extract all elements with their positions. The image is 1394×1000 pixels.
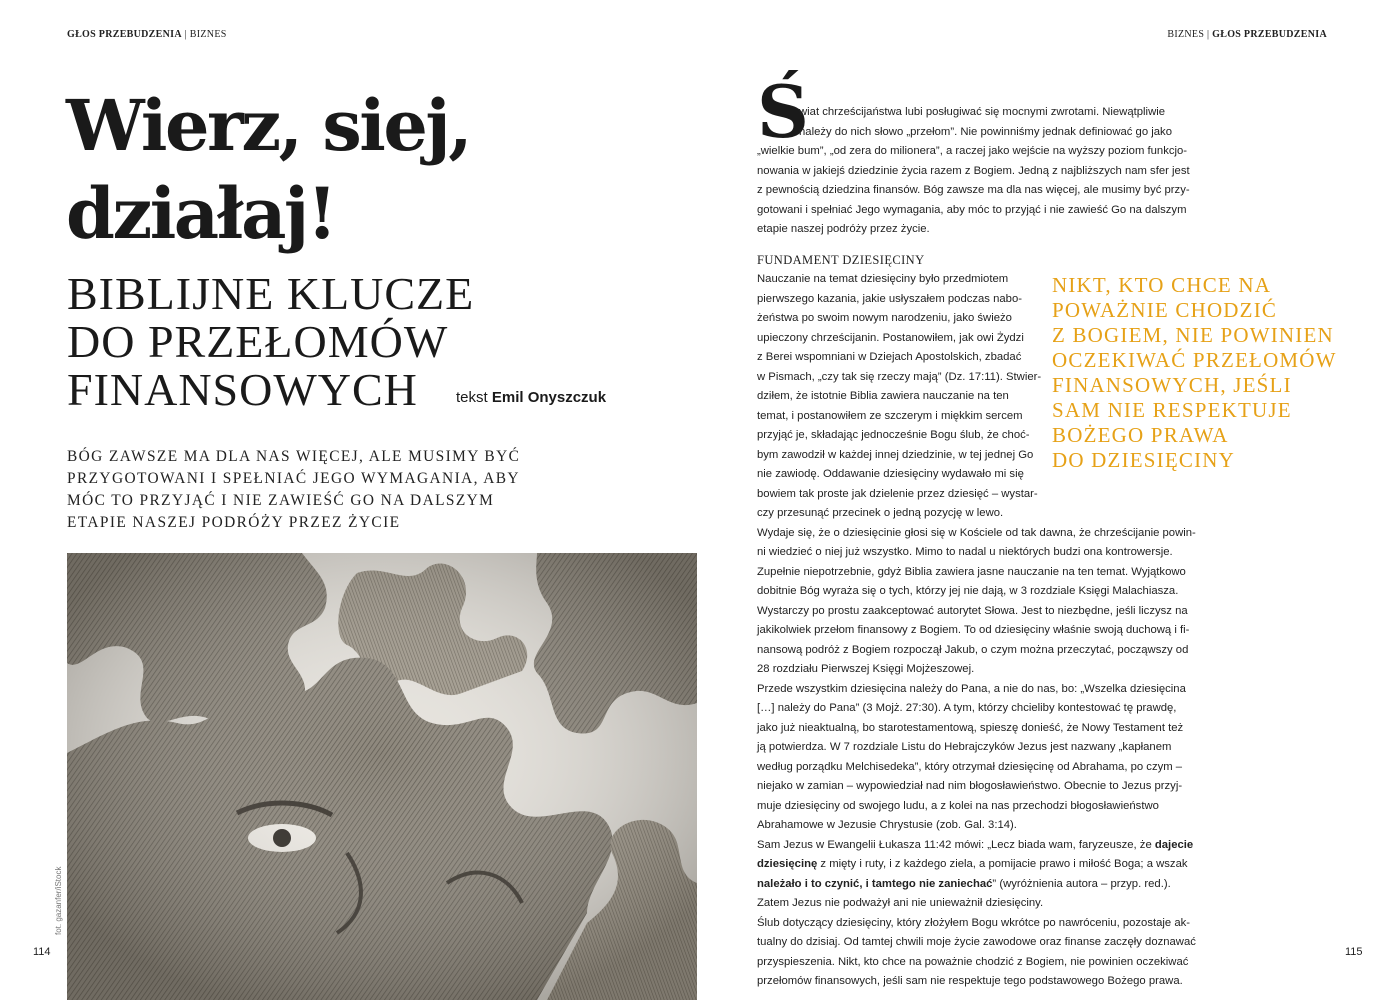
body-line: Zatem Jezus nie podważył ani nie unieważnił dziesięciny. xyxy=(757,897,1044,909)
drop-cap: Ś xyxy=(757,69,809,154)
body-line: Zupełnie niepotrzebnie, gdyż Biblia zawiera jasne nauczanie na ten temat. Wyjątkowo xyxy=(757,565,1186,578)
body-line: według porządku Melchisedeka”, który otrzymał dziesięcinę od Abrahama, po czym – xyxy=(757,760,1183,773)
intro-line: etapie naszej podróży przez życie. xyxy=(757,223,930,235)
body-line: upieczony chrześcijanin. Postanowiłem, jak owi Żydzi xyxy=(757,331,1024,344)
body-line: nansową podróż z Bogiem rozpoczął Jakub, o czym można przeczytać, począwszy od xyxy=(757,643,1189,656)
body-line: Ślub dotyczący dziesięciny, który złożyłem Bogu wkrótce po nawróceniu, pozostaje ak- xyxy=(757,916,1191,929)
pull-quote xyxy=(1052,273,1337,473)
article-subtitle xyxy=(67,270,474,414)
body-line xyxy=(757,836,1194,856)
body-line: muje dziesięciny od swojego ludu, a z kolei na nas przechodzi błogosławieństwo xyxy=(757,799,1159,812)
body-line: przyjąć je, składając jednocześnie Bogu ślub, że choć- xyxy=(757,429,1030,441)
separator: | xyxy=(184,29,187,40)
body-line: Wystarczy po prostu zaakceptować autorytet Słowa. Jest to niezbędne, jeśli liczysz na xyxy=(757,604,1188,617)
emphasis: dziesięcinę xyxy=(757,858,818,870)
body-line: Przede wszystkim dziesięcina należy do Pana, a nie do nas, bo: „Wszelka dziesięcina xyxy=(757,682,1186,695)
article-title xyxy=(66,82,470,258)
body-line: Abrahamowe w Jezusie Chrystusie (zob. Gal. 3:14). xyxy=(757,819,1017,831)
separator: | xyxy=(1207,29,1210,40)
body-line: czy przesunąć przecinek o jedną pozycję w lewo. xyxy=(757,507,1004,519)
body-line: przyspieszenia. Nikt, kto chce na poważnie chodzić z Bogiem, nie powinien oczekiwać xyxy=(757,955,1189,968)
body-line: bym zawodził w każdej innej dziedzinie, w tej jednej Go xyxy=(757,448,1034,461)
running-head-right xyxy=(1167,29,1327,40)
byline-prefix: tekst xyxy=(456,389,488,406)
body-line: dziłem, że istotnie Biblia zawiera nauczanie na ten xyxy=(757,390,1009,402)
quote-text: Sam Jezus w Ewangelii Łukasza 11:42 mówi: „Lecz biada wam, faryzeusze, że xyxy=(757,838,1155,851)
pull-quote-line: SAM NIE RESPEKTUJE xyxy=(1052,398,1292,422)
lead-paragraph xyxy=(67,446,547,534)
intro-line: z pewnością dziedzina finansów. Bóg zawsze ma dla nas więcej, ale musimy być przy- xyxy=(757,184,1190,196)
title-line: działaj! xyxy=(66,172,335,255)
publication-name: GŁOS PRZEBUDZENIA xyxy=(67,29,182,40)
quote-text: z mięty i ruty, i z każdego ziela, a pomijacie prawo i miłość Boga; a wszak xyxy=(817,858,1188,870)
body-line: ni wiedzieć o niej już wszystko. Mimo to nadal u niektórych budzi ona kontrowersje. xyxy=(757,546,1173,558)
body-line: żeństwa po swoim nowym narodzeniu, jako świeżo xyxy=(757,312,1012,324)
section-heading: FUNDAMENT DZIESIĘCINY xyxy=(757,253,925,267)
intro-line: należy do nich słowo „przełom”. Nie powinniśmy jednak definiować go jako xyxy=(799,125,1172,138)
photo-illustration xyxy=(67,553,697,1000)
body-line: Nauczanie na temat dziesięciny było przedmiotem xyxy=(757,273,1009,285)
pull-quote-line: Z BOGIEM, NIE POWINIEN xyxy=(1052,323,1334,347)
photo-credit: fot. gazanfer/iStock xyxy=(54,866,63,935)
lead-line: ETAPIE NASZEJ PODRÓŻY PRZEZ ŻYCIE xyxy=(67,514,401,531)
pull-quote-line: NIKT, KTO CHCE NA xyxy=(1052,273,1272,297)
pull-quote-line: POWAŻNIE CHODZIĆ xyxy=(1052,298,1278,322)
pull-quote-line: DO DZIESIĘCINY xyxy=(1052,448,1236,472)
body-line: w Pismach, „czy tak się rzeczy mają” (Dz. 17:11). Stwier- xyxy=(757,370,1042,383)
subtitle-line: DO PRZEŁOMÓW xyxy=(67,316,449,367)
page-number-left: 114 xyxy=(33,946,51,958)
body-line: pierwszego kazania, jakie usłyszałem podczas nabo- xyxy=(757,292,1022,305)
intro-line: „wielkie bum”, „od zera do milionera”, a raczej jako wejście na wyższy poziom funkcjo- xyxy=(757,145,1188,157)
body-line: z Berei wspomniani w Dziejach Apostolskich, zbadać xyxy=(757,351,1022,363)
intro-line: gotowani i spełniać Jego wymagania, aby móc to przyjąć i nie zawieść Go na dalszym xyxy=(757,203,1187,216)
running-head-left xyxy=(67,29,227,40)
page-number-right: 115 xyxy=(1345,946,1363,958)
body-line xyxy=(757,875,1181,895)
author-name: Emil Onyszczuk xyxy=(491,389,607,406)
body-line: […] należy do Pana” (3 Mojż. 27:30). A tym, którzy chcieliby kontestować tę prawdę, xyxy=(757,702,1177,714)
pull-quote-line: BOŻEGO PRAWA xyxy=(1052,423,1229,447)
quote-text: ” (wyróżnienia autora – przyp. red.). xyxy=(992,877,1171,890)
body-line: przełomów finansowych, jeśli sam nie respektuje tego podstawowego Bożego prawa. xyxy=(757,975,1183,987)
body-line: dobitnie Bóg wyraża się o tych, którzy jej nie dają, w 3 rozdziale Księgi Malachiasza. xyxy=(757,585,1179,597)
intro-line: nowania w jakiejś dziedzinie życia razem z Bogiem. Jedną z najbliższych nam sfer jest xyxy=(757,164,1190,177)
body-line: jako już nieaktualną, bo starotestamentową, spieszę donieść, że Nowy Testament też xyxy=(757,721,1184,734)
section-name: BIZNES xyxy=(189,29,227,40)
body-line xyxy=(757,855,1188,875)
body-line: Wydaje się, że o dziesięcinie głosi się w Kościele od tak dawna, że chrześcijanie powin- xyxy=(757,526,1196,539)
lead-line: BÓG ZAWSZE MA DLA NAS WIĘCEJ, ALE MUSIMY BYĆ xyxy=(67,448,521,465)
title-line: Wierz, siej, xyxy=(66,84,471,167)
intro-line: wiat chrześcijaństwa lubi posługiwać się mocnymi zwrotami. Niewątpliwie xyxy=(799,106,1166,118)
publication-name: GŁOS PRZEBUDZENIA xyxy=(1212,29,1327,40)
body-line: temat, i postanowiłem ze szczerym i miękkim sercem xyxy=(757,409,1023,422)
body-line: jakikolwiek przełom finansowy z Bogiem. To od dziesięciny właśnie swoją duchową i fi- xyxy=(757,624,1190,636)
pull-quote-line: FINANSOWYCH, JEŚLI xyxy=(1052,373,1292,397)
lead-line: MÓC TO PRZYJĄĆ I NIE ZAWIEŚĆ GO NA DALSZYM xyxy=(67,492,495,509)
body-line: 28 rozdziału Pierwszej Księgi Mojżeszowej. xyxy=(757,663,975,675)
body-line: nie zawiodę. Oddawanie dziesięciny wydawało mi się xyxy=(757,468,1024,480)
byline xyxy=(456,389,606,406)
subtitle-line: BIBLIJNE KLUCZE xyxy=(67,268,475,319)
puzzle-banknote-photo xyxy=(67,553,697,1000)
body-line: niejako w zamian – wypowiedział nad nim błogosławieństwo. Obecnie to Jezus przyj- xyxy=(757,780,1183,792)
pull-quote-line: OCZEKIWAĆ PRZEŁOMÓW xyxy=(1052,348,1337,372)
body-line: bowiem tak proste jak dzielenie przez dziesięć – wystar- xyxy=(757,487,1038,500)
body-line: tualny do dzisiaj. Od tamtej chwili moje życie zawodowe oraz finanse zaczęły doznawać xyxy=(757,936,1196,948)
lead-line: PRZYGOTOWANI I SPEŁNIAĆ JEGO WYMAGANIA, ABY xyxy=(67,470,520,487)
emphasis: dajecie xyxy=(1154,838,1194,851)
body-line: ją potwierdza. W 7 rozdziale Listu do Hebrajczyków Jezus jest nazwany „kapłanem xyxy=(757,741,1172,753)
intro-paragraph xyxy=(757,103,1190,240)
emphasis: należało i to czynić, i tamtego nie zaniechać xyxy=(757,877,993,890)
subtitle-line: FINANSOWYCH xyxy=(67,364,418,415)
section-name: BIZNES xyxy=(1167,29,1205,40)
